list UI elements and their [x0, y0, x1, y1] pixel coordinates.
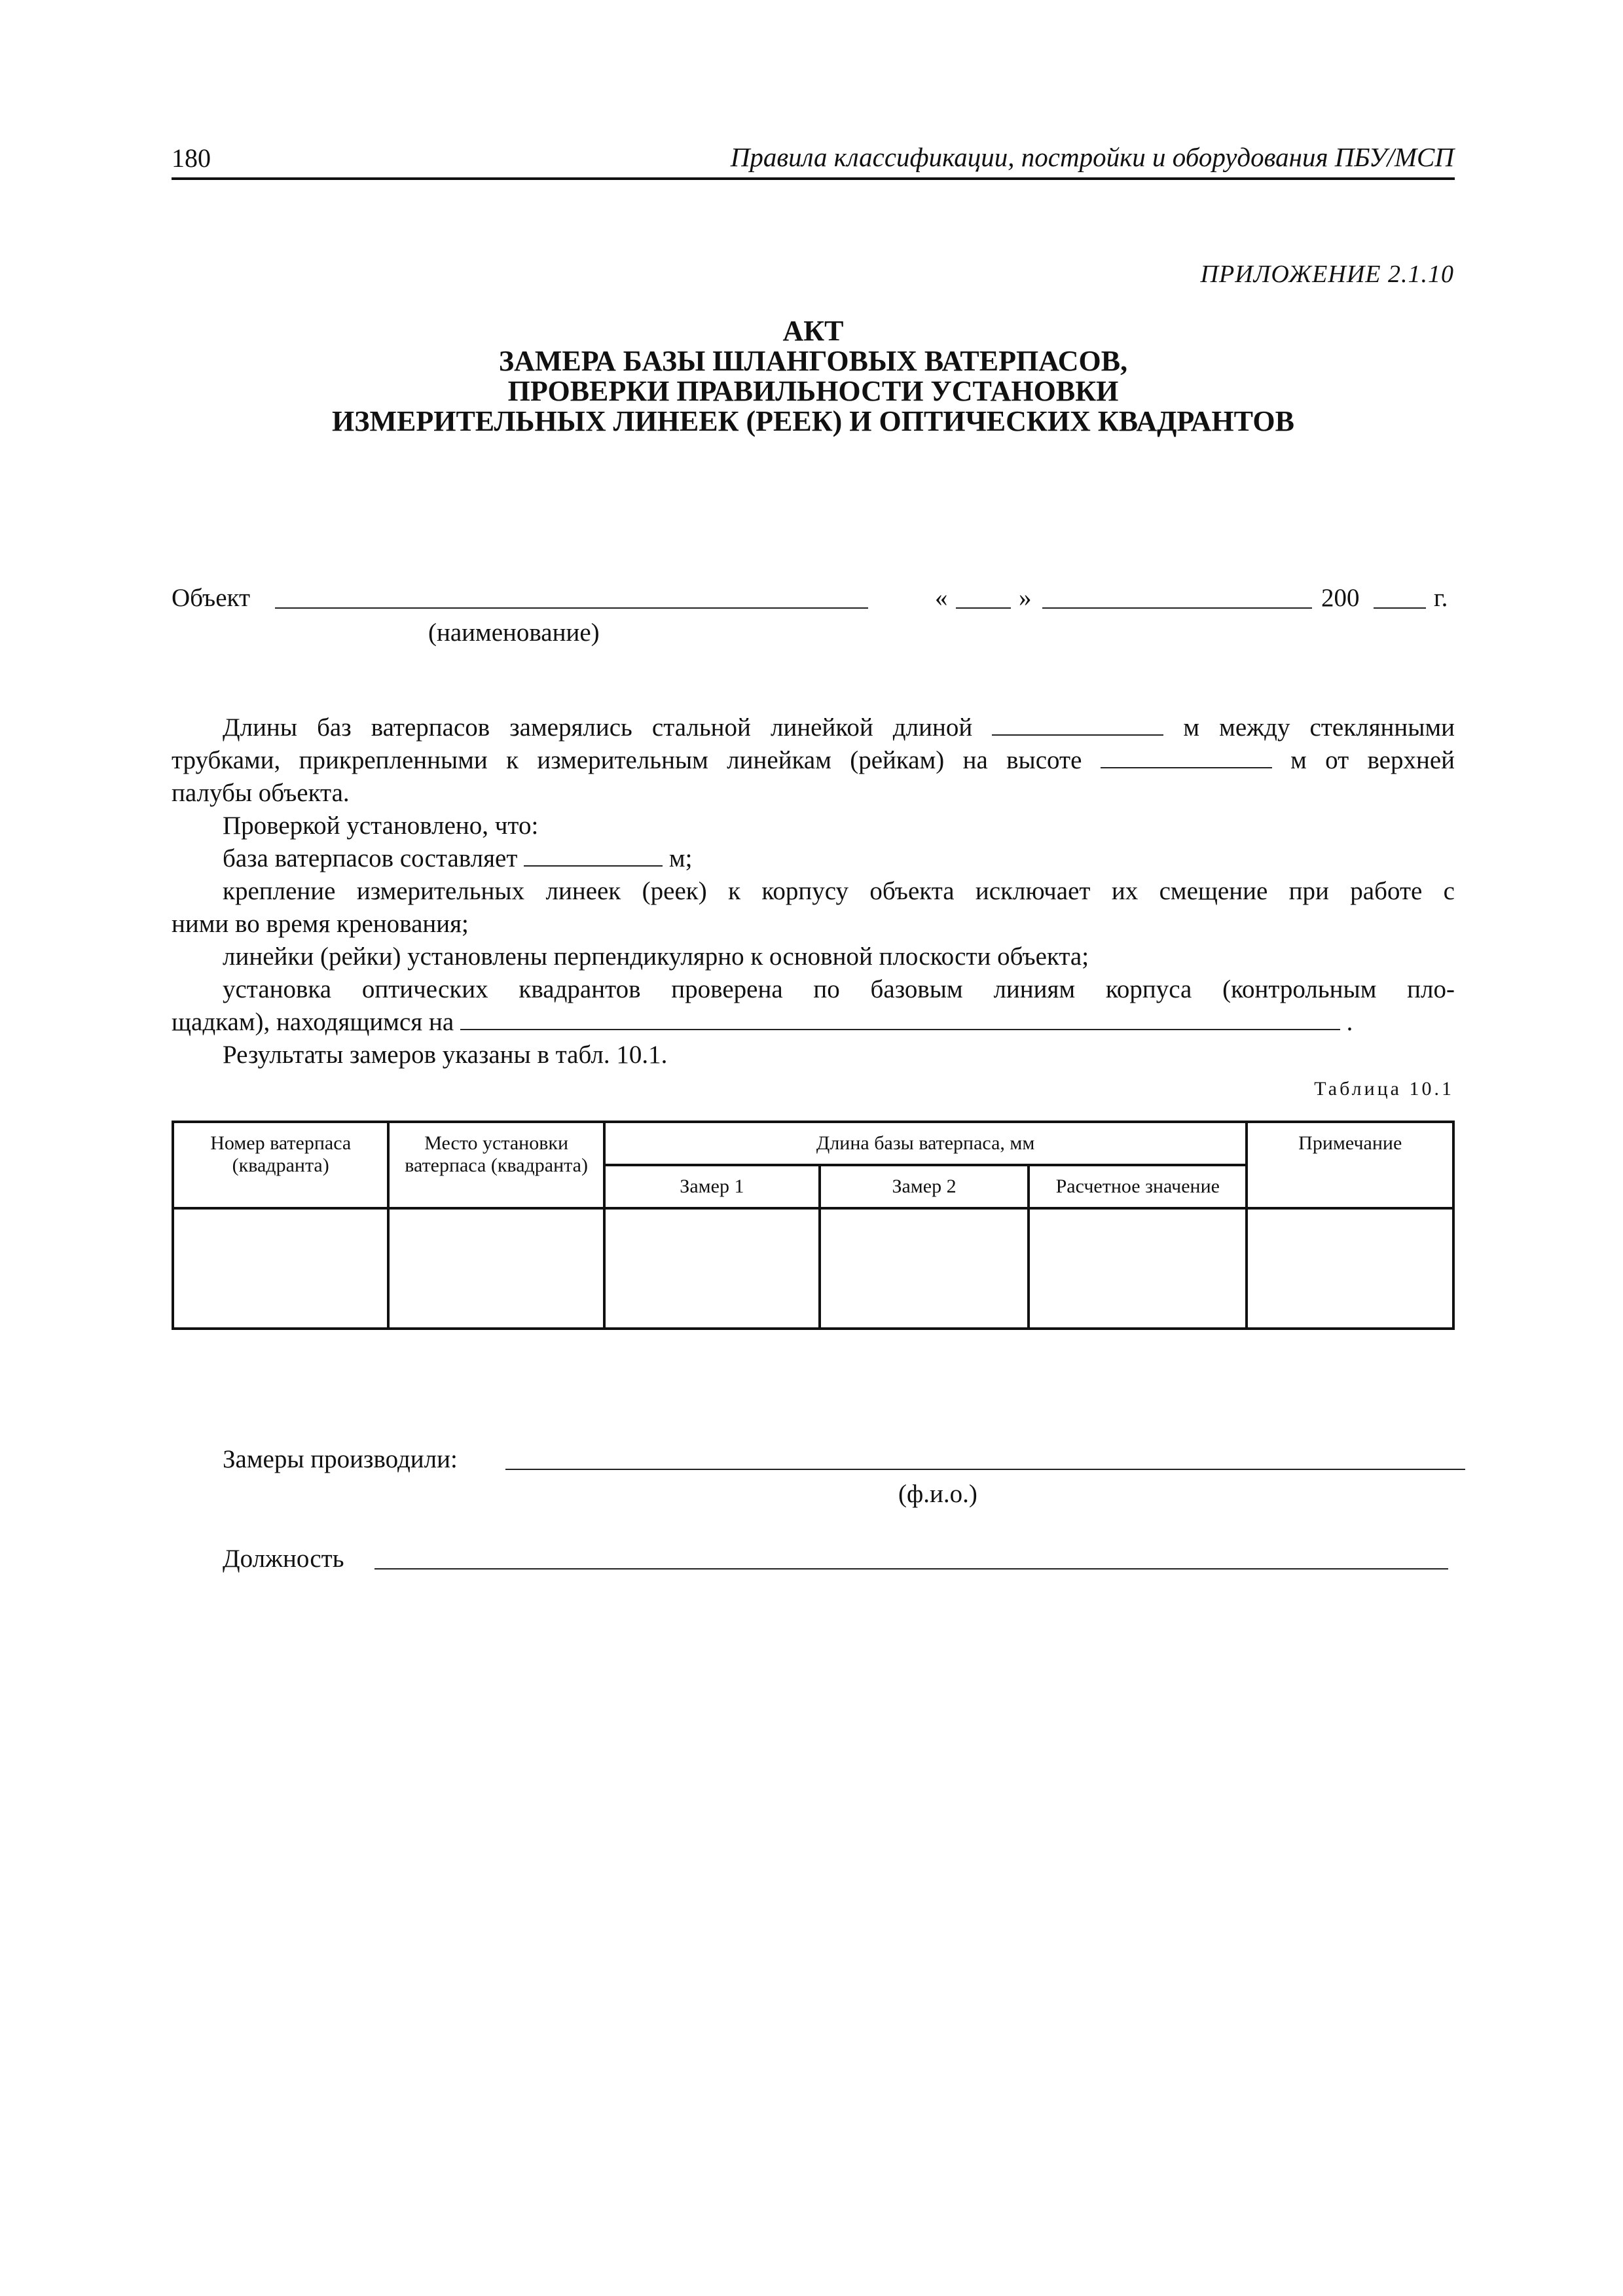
p6-text-a: щадкам), находящимся на: [172, 1008, 454, 1036]
running-title: Правила классификации, постройки и оборудования ПБУ/МСП: [730, 142, 1454, 172]
cell-place[interactable]: [388, 1208, 604, 1329]
header-note: Примечание: [1247, 1122, 1453, 1208]
object-label: Объект: [172, 584, 250, 612]
base-length-blank[interactable]: [524, 846, 663, 867]
p1-line-3: палубы объекта.: [172, 779, 350, 807]
title-line-4: ИЗМЕРИТЕЛЬНЫХ ЛИНЕЕК (РЕЕК) И ОПТИЧЕСКИХ КВАДРАНТОВ: [332, 405, 1294, 437]
appendix-label: ПРИЛОЖЕНИЕ 2.1.10: [1200, 260, 1454, 288]
p6-text-end: .: [1346, 1008, 1353, 1036]
title-line-2: ЗАМЕРА БАЗЫ ШЛАНГОВЫХ ВАТЕРПАСОВ,: [498, 345, 1128, 377]
fio-caption: (ф.и.о.): [898, 1480, 977, 1508]
p6-line-1: установка оптических квадрантов проверена по базовым линиям корпуса (контрольным пло-: [223, 975, 1455, 1003]
p3-text-b: м;: [668, 844, 693, 872]
cell-number[interactable]: [173, 1208, 388, 1329]
object-name-caption: (наименование): [428, 619, 600, 647]
date-day-blank[interactable]: [956, 607, 1011, 609]
control-sites-blank[interactable]: [460, 1009, 1340, 1030]
p1-line-2-text-a: трубками, прикрепленными к измерительным линейкам (рейкам) на высоте: [172, 746, 1082, 774]
header-rule: [172, 177, 1455, 180]
position-blank[interactable]: [374, 1568, 1448, 1570]
date-month-blank[interactable]: [1042, 607, 1312, 609]
measured-by-label: Замеры производили:: [223, 1445, 458, 1473]
header-length: Длина базы ватерпаса, мм: [604, 1122, 1247, 1165]
title-line-3: ПРОВЕРКИ ПРАВИЛЬНОСТИ УСТАНОВКИ: [507, 375, 1119, 407]
p1-line-2-text-b: м от верхней: [1290, 746, 1455, 774]
date-quote-close: »: [1019, 584, 1032, 612]
p6-line-2: [172, 1006, 1455, 1039]
p4-line-1: крепление измерительных линеек (реек) к корпусу объекта исключает их смещение при работе с: [223, 877, 1455, 905]
date-year-prefix: 200: [1321, 584, 1360, 612]
object-name-blank[interactable]: [275, 607, 868, 609]
p1-line-1: [172, 711, 1455, 744]
cell-measure-2[interactable]: [820, 1208, 1029, 1329]
cell-calculated[interactable]: [1029, 1208, 1247, 1329]
header-calculated: Расчетное значение: [1029, 1165, 1247, 1208]
p3-line: [172, 842, 1455, 875]
table-row: [173, 1208, 1453, 1329]
header-number: Номер ватерпаса (квадранта): [173, 1122, 388, 1208]
table-caption: Таблица 10.1: [1314, 1078, 1454, 1100]
ruler-length-blank[interactable]: [992, 715, 1163, 736]
height-blank[interactable]: [1101, 747, 1272, 768]
date-quote-open: «: [935, 584, 948, 612]
date-year-suffix: г.: [1434, 584, 1448, 612]
cell-measure-1[interactable]: [604, 1208, 820, 1329]
cell-note[interactable]: [1247, 1208, 1453, 1329]
measured-by-blank[interactable]: [505, 1469, 1465, 1470]
p4-line-2: ними во время кренования;: [172, 910, 469, 938]
p1-line-2: [172, 744, 1455, 777]
header-measure-1: Замер 1: [604, 1165, 820, 1208]
p3-text-a: база ватерпасов составляет: [223, 844, 518, 872]
p1-line-1-text-b: м между стеклянными: [1183, 713, 1455, 742]
p2-line: Проверкой установлено, что:: [223, 812, 539, 840]
body-text: [172, 711, 1455, 1071]
position-label: Должность: [223, 1545, 344, 1573]
document-title: [172, 316, 1455, 437]
header-measure-2: Замер 2: [820, 1165, 1029, 1208]
date-year-blank[interactable]: [1374, 607, 1426, 609]
p1-line-1-text-a: Длины баз ватерпасов замерялись стальной линейкой длиной: [223, 713, 973, 742]
title-line-1: АКТ: [782, 315, 844, 347]
header-place: Место установки ватерпаса (квадранта): [388, 1122, 604, 1208]
p5-line: линейки (рейки) установлены перпендикулярно к основной плоскости объекта;: [223, 942, 1089, 971]
p7-line: Результаты замеров указаны в табл. 10.1.: [223, 1041, 668, 1069]
results-table: [172, 1121, 1455, 1330]
page-number: 180: [172, 143, 211, 173]
